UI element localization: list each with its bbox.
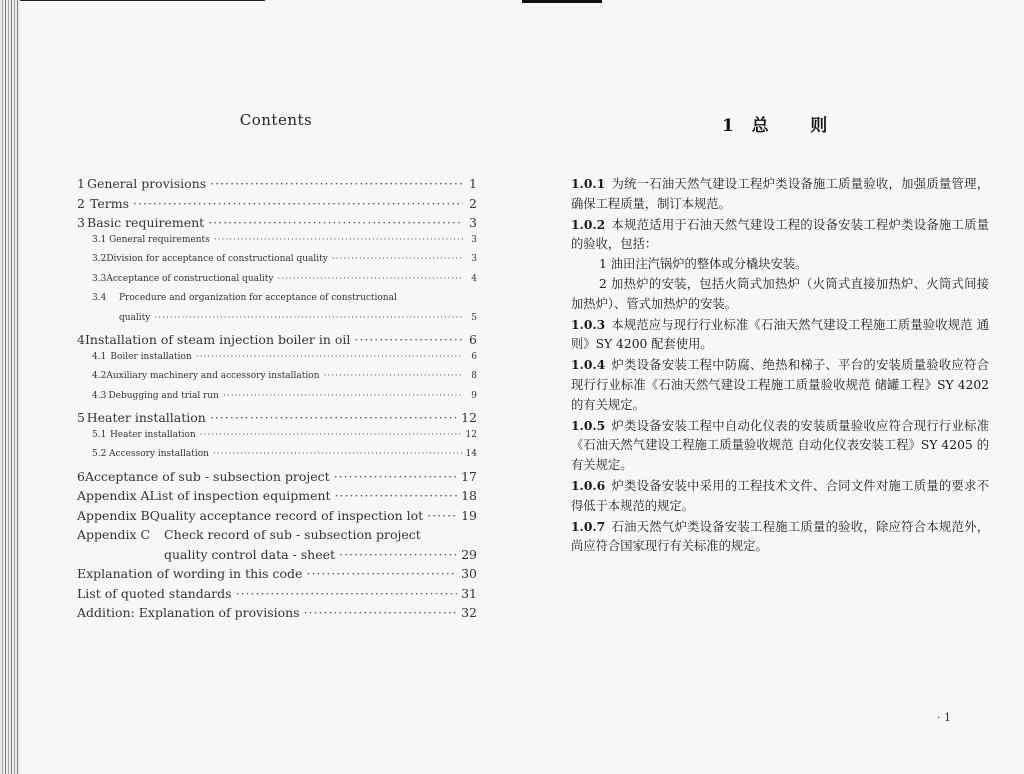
- clause-number: 1.0.1: [571, 176, 606, 191]
- toc-entry-number: 4.3: [92, 390, 107, 401]
- toc-entry-number: 3.3: [92, 273, 107, 284]
- toc-entry: [77, 176, 477, 196]
- top-edge-mark: [522, 0, 602, 3]
- toc-leader-dots: [154, 313, 463, 323]
- toc-entry-page: 18: [461, 488, 477, 503]
- toc-entry: [77, 449, 477, 469]
- toc-leader-dots: [200, 430, 462, 440]
- toc-entry-page: 31: [461, 585, 477, 601]
- clause-paragraph: [571, 215, 989, 256]
- toc-entry-label: Heater installation: [86, 410, 206, 425]
- clause-paragraph: [571, 315, 989, 356]
- toc-entry: [77, 410, 477, 430]
- top-edge-rule: [20, 0, 265, 1]
- chapter-body: [571, 174, 989, 557]
- toc-entry-page: 3: [471, 254, 477, 264]
- toc-entry-page: 12: [461, 410, 477, 425]
- toc-leader-dots: [133, 196, 463, 211]
- clause-text: 炉类设备安装中采用的工程技术文件、合同文件对施工质量的要求不得低于本规范的规定。: [571, 478, 989, 513]
- clause-text: 2 加热炉的安装，包括火筒式加热炉（火筒式直接加热炉、火筒式间接加热炉）、管式加热炉的安装。: [571, 276, 989, 311]
- toc-entry-page: 19: [461, 507, 477, 523]
- toc-entry-label: Debugging and trial run: [108, 390, 219, 401]
- toc-entry: [77, 391, 477, 411]
- clause-paragraph: [571, 416, 989, 476]
- toc-entry-label: List of inspection equipment: [149, 488, 331, 503]
- toc-entry: [77, 215, 477, 235]
- toc-leader-dots: [304, 605, 457, 620]
- toc-entry-label: quality: [119, 312, 151, 323]
- toc-leader-dots: [324, 371, 463, 381]
- toc-entry: [77, 313, 477, 333]
- toc-title: Contents: [239, 111, 313, 129]
- toc-entry-label: Boiler installation: [110, 351, 192, 362]
- toc-entry-page: 30: [461, 566, 477, 581]
- toc-entry-page: 6: [469, 332, 477, 347]
- toc-entry-page: 5: [471, 312, 477, 323]
- clause-number: 1.0.6: [571, 477, 606, 493]
- clause-text: 炉类设备安装工程中防腐、绝热和梯子、平台的安装质量验收应符合现行行业标准《石油天然气建设工程施工质量验收规范 储罐工程》SY 4202 的有关规定。: [571, 358, 989, 412]
- toc-entry-page: 2: [469, 195, 477, 211]
- toc-leader-dots: [210, 176, 463, 191]
- toc-entry-number: 2: [77, 195, 85, 211]
- toc-entry-label: Heater installation: [109, 429, 196, 440]
- toc-entry-number: Appendix B: [77, 507, 150, 523]
- clause-text: 本规范应与现行行业标准《石油天然气建设工程施工质量验收规范 通则》SY 4200 配套使用。: [571, 317, 989, 352]
- toc-entry-number: 3.2: [92, 254, 107, 264]
- toc-entry-page: 9: [471, 390, 477, 401]
- toc-entry-page: 3: [469, 215, 477, 230]
- clause-number: 1.0.5: [571, 417, 606, 433]
- toc-entry: [77, 527, 477, 547]
- toc-entry: [77, 488, 477, 508]
- toc-entry-label: Auxiliary machinery and accessory installation: [106, 371, 320, 381]
- clause-text: 为统一石油天然气建设工程炉类设备施工质量验收，加强质量管理，确保工程质量，制订本规范。: [571, 177, 989, 211]
- toc-entry-label: General provisions: [86, 176, 207, 191]
- toc-entry: [77, 371, 477, 391]
- clause-paragraph: [571, 517, 989, 558]
- right-page: [512, 0, 1024, 774]
- toc-entry-label: Procedure and organization for acceptance of constructional: [119, 293, 397, 303]
- toc-leader-dots: [213, 449, 462, 459]
- toc-entry: [77, 430, 477, 450]
- clause-number: 1.0.2: [571, 216, 606, 232]
- toc-leader-dots: [277, 274, 463, 284]
- toc-entry-number: Appendix A: [77, 488, 150, 503]
- toc-entry: [77, 274, 477, 294]
- toc-entry-number: 3: [77, 215, 85, 230]
- toc-entry: [77, 547, 477, 567]
- toc-entry-page: 3: [471, 234, 477, 245]
- toc-entry-number: 5.1: [92, 429, 107, 440]
- toc-entry-page: 8: [471, 371, 477, 381]
- toc-entry-page: 14: [465, 449, 477, 459]
- toc-leader-dots: [335, 488, 458, 503]
- toc-entry-label: Division for acceptance of constructional quality: [106, 254, 328, 264]
- clause-number: 1.0.3: [571, 316, 606, 332]
- toc-entry-label: Basic requirement: [87, 215, 205, 230]
- toc-leader-dots: [334, 469, 457, 484]
- toc-entry-page: 1: [469, 176, 477, 191]
- toc-entry-number: Appendix C: [77, 527, 151, 542]
- toc-entry-label: Check record of sub - subsection project: [164, 527, 421, 542]
- toc-entry-page: 32: [461, 605, 477, 620]
- clause-text: 本规范适用于石油天然气建设工程的设备安装工程炉类设备施工质量的验收，包括：: [571, 217, 989, 252]
- toc-entry-number: 5: [77, 410, 85, 425]
- toc-entry-label: Addition: Explanation of provisions: [77, 605, 300, 620]
- toc-entry-page: 29: [461, 546, 477, 562]
- toc-entry-label: List of quoted standards: [77, 585, 232, 601]
- toc-entry-number: 1: [77, 176, 85, 191]
- clause-list-item: [571, 255, 989, 275]
- toc-entry-page: 17: [461, 468, 477, 484]
- toc-entry-number: 4.2: [92, 371, 107, 381]
- toc-leader-dots: [210, 410, 457, 425]
- clause-list-item: [571, 275, 989, 315]
- clause-paragraph: [571, 174, 989, 215]
- toc-entry-page: 6: [471, 351, 477, 362]
- clause-text: 石油天然气炉类设备安装工程施工质量的验收，除应符合本规范外，尚应符合国家现行有关标准的规定。: [571, 519, 989, 554]
- table-of-contents: [77, 176, 477, 625]
- toc-entry-label: Accessory installation: [109, 449, 209, 459]
- toc-leader-dots: [196, 352, 463, 362]
- clause-text: 1 油田注汽锅炉的整体或分橇块安装。: [599, 257, 808, 272]
- toc-entry: [77, 254, 477, 274]
- toc-leader-dots: [208, 215, 463, 230]
- toc-entry-number: 5.2: [92, 449, 107, 459]
- toc-entry-number: 3.4: [92, 293, 107, 303]
- toc-entry-label: Acceptance of constructional quality: [106, 273, 274, 284]
- toc-entry-page: 12: [465, 429, 477, 440]
- toc-entry: [77, 332, 477, 352]
- toc-entry: [77, 586, 477, 606]
- toc-leader-dots: [214, 235, 463, 245]
- toc-leader-dots: [354, 332, 463, 347]
- page-number: · 1: [937, 711, 951, 724]
- toc-leader-dots: [332, 254, 463, 264]
- toc-entry: [77, 508, 477, 528]
- toc-entry: [77, 196, 477, 216]
- toc-entry-label: General requirements: [109, 234, 210, 245]
- toc-leader-dots: [339, 547, 457, 562]
- toc-entry: [77, 352, 477, 372]
- toc-entry-label: quality control data - sheet: [164, 546, 336, 562]
- toc-entry: [77, 605, 477, 625]
- toc-entry: [77, 293, 477, 313]
- clause-paragraph: [571, 476, 989, 517]
- toc-entry-label: Installation of steam injection boiler in oil: [84, 332, 351, 347]
- toc-entry-label: Explanation of wording in this code: [77, 566, 303, 581]
- toc-entry: [77, 235, 477, 255]
- toc-entry-label: Acceptance of sub - subsection project: [84, 468, 330, 484]
- toc-entry: [77, 566, 477, 586]
- toc-entry-number: 6: [77, 468, 85, 484]
- toc-entry-number: 4: [77, 332, 85, 347]
- toc-leader-dots: [306, 566, 457, 581]
- toc-entry: [77, 469, 477, 489]
- clause-number: 1.0.7: [571, 518, 606, 534]
- toc-leader-dots: [223, 391, 463, 401]
- toc-leader-dots: [236, 586, 457, 601]
- clause-number: 1.0.4: [571, 357, 606, 373]
- toc-entry-label: Quality acceptance record of inspection lot: [149, 507, 424, 523]
- toc-entry-label: Terms: [90, 195, 130, 211]
- toc-entry-number: 3.1: [92, 234, 107, 245]
- toc-leader-dots: [427, 508, 457, 523]
- clause-text: 炉类设备安装工程中自动化仪表的安装质量验收应符合现行行业标准《石油天然气建设工程施工质量验收规范 自动化仪表安装工程》SY 4205 的有关规定。: [571, 418, 989, 473]
- toc-entry-number: 4.1: [92, 351, 107, 362]
- toc-entry-page: 4: [471, 273, 477, 284]
- clause-paragraph: [571, 355, 989, 415]
- chapter-title: 1 总 则: [722, 116, 830, 136]
